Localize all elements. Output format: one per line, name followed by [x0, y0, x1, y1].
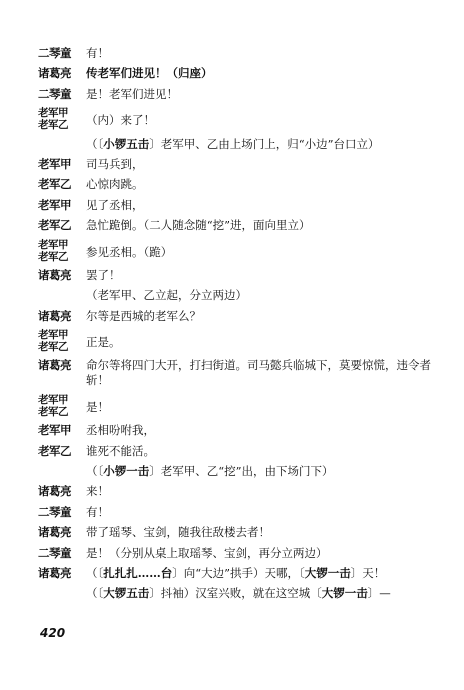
dialogue-line	[38, 177, 442, 192]
dialogue-line	[38, 46, 442, 61]
speaker-name	[38, 444, 78, 459]
speaker-name-part: 老军乙	[38, 250, 68, 263]
dialogue-line	[38, 505, 442, 520]
speech-text	[86, 157, 442, 172]
text-segment: 〕老军甲、乙由上场门上，归“小边”台口立）	[149, 136, 380, 151]
speaker-name	[38, 87, 78, 102]
text-segment: （内）来了！	[86, 113, 155, 128]
stage-direction	[38, 464, 442, 479]
speech-text	[86, 566, 442, 581]
speaker-name	[38, 505, 78, 520]
text-segment: （〔	[86, 136, 104, 151]
text-segment: 来！	[86, 484, 109, 499]
speaker-name	[38, 484, 78, 499]
speaker-name-part: 老军甲	[38, 156, 71, 171]
speech-text	[86, 484, 442, 499]
percussion-cue: 扎扎扎……台	[103, 565, 173, 580]
text-segment: 〕—	[367, 586, 391, 601]
speaker-name	[38, 566, 78, 581]
speaker-name-part: 老军甲	[38, 238, 68, 251]
dialogue-line	[38, 239, 442, 263]
speaker-name-part: 二琴童	[38, 504, 71, 519]
speaker-name	[38, 329, 78, 353]
text-segment: 司马兵到，	[86, 156, 144, 171]
text-segment: 是！老军们进见！	[86, 86, 178, 101]
speaker-name	[38, 525, 78, 540]
speaker-name-part: 诸葛亮	[38, 267, 71, 282]
text-segment: 〕老军甲、乙“挖”出，由下场门下）	[149, 464, 334, 479]
text-segment: 罢了！	[86, 267, 121, 282]
speech-text	[86, 423, 442, 438]
speech-text	[86, 394, 442, 415]
dialogue-line	[38, 87, 442, 102]
text-segment: 命尔等将四门大开，打扫街道。司马懿兵临城下，莫要惊慌，违令者斩！	[86, 358, 431, 388]
speaker-name-part: 诸葛亮	[38, 66, 71, 81]
speaker-name	[38, 198, 78, 213]
text-segment: 是！（分别从桌上取瑶琴、宝剑，再分立两边）	[86, 545, 328, 560]
speaker-name-part: 诸葛亮	[38, 358, 71, 373]
percussion-cue: 大锣一击	[304, 565, 351, 580]
dialogue-line	[38, 566, 442, 581]
speaker-name	[38, 157, 78, 172]
dialogue-line	[38, 218, 442, 233]
speaker-name-part: 老军甲	[38, 423, 71, 438]
speaker-name-part: 诸葛亮	[38, 308, 71, 323]
speech-text	[86, 268, 442, 283]
dialogue-line	[38, 423, 442, 438]
dialogue-line	[38, 268, 442, 283]
text-segment: （〔	[86, 586, 104, 601]
direction-text	[86, 288, 442, 303]
text-segment: 〕向“大边”拱手）天哪，〔	[172, 565, 305, 580]
speaker-name-part: 老军乙	[38, 341, 68, 354]
speaker-name	[38, 66, 78, 81]
speech-text	[86, 107, 442, 128]
text-segment: 有！	[86, 46, 109, 60]
speaker-name	[38, 546, 78, 561]
speaker-name-part: 诸葛亮	[38, 565, 71, 580]
dialogue-line	[38, 525, 442, 540]
dialogue-line	[38, 484, 442, 499]
dialogue-line	[38, 394, 442, 418]
text-segment: 急忙跪倒。（二人随念随“挖”进，面向里立）	[86, 218, 311, 233]
speaker-name	[38, 394, 78, 418]
text-segment: 带了瑶琴、宝剑，随我往敌楼去者！	[86, 525, 270, 540]
direction-text	[86, 137, 442, 152]
dialogue-line	[38, 329, 442, 353]
speech-text	[86, 358, 442, 388]
speech-text	[86, 87, 442, 102]
speaker-name-part: 老军甲	[38, 329, 68, 342]
text-segment: 谁死不能活。	[86, 443, 155, 458]
speaker-name-part: 老军甲	[38, 107, 68, 120]
speaker-name	[38, 309, 78, 324]
speaker-name-part: 老军乙	[38, 443, 71, 458]
stage-direction	[38, 137, 442, 152]
text-segment: 正是。	[86, 335, 121, 350]
page-number: 420	[40, 626, 66, 640]
speaker-name	[38, 177, 78, 192]
speaker-name-part: 诸葛亮	[38, 525, 71, 540]
percussion-cue: 大锣一击	[321, 586, 368, 601]
text-segment: 见了丞相，	[86, 197, 144, 212]
text-segment: （老军甲、乙立起，分立两边）	[86, 288, 247, 303]
speaker-name	[38, 107, 78, 131]
speaker-name-part: 二琴童	[38, 46, 71, 60]
speech-text	[86, 505, 442, 520]
speaker-name-part: 老军甲	[38, 393, 68, 406]
speaker-name	[38, 358, 78, 373]
text-segment: （〔	[86, 565, 104, 580]
speaker-name	[38, 423, 78, 438]
speech-text	[86, 46, 442, 61]
text-segment: 心惊肉跳。	[86, 177, 144, 192]
speech-text	[86, 218, 442, 233]
text-segment: （〔	[86, 464, 104, 479]
percussion-cue: 小锣五击	[103, 136, 150, 151]
speech-text	[86, 177, 442, 192]
speech-text	[86, 239, 442, 260]
speech-text	[86, 444, 442, 459]
speaker-name	[38, 268, 78, 283]
text-segment: 丞相吩咐我，	[86, 423, 155, 438]
speech-text	[86, 546, 442, 561]
percussion-cue: 小锣一击	[103, 464, 150, 479]
speech-text	[86, 309, 442, 324]
speaker-name-part: 老军甲	[38, 197, 71, 212]
percussion-cue: 大锣五击	[103, 586, 150, 601]
dialogue-line	[38, 546, 442, 561]
direction-text	[86, 586, 442, 601]
speaker-name-part: 二琴童	[38, 86, 71, 101]
direction-text	[86, 464, 442, 479]
dialogue-line	[38, 309, 442, 324]
speaker-name-part: 老军乙	[38, 119, 68, 132]
speech-text	[86, 198, 442, 213]
dialogue-line	[38, 157, 442, 172]
speaker-name-part: 二琴童	[38, 545, 71, 560]
text-segment: 是！	[86, 399, 109, 414]
speaker-name	[38, 239, 78, 263]
dialogue-line	[38, 107, 442, 131]
stage-direction	[38, 288, 442, 303]
text-segment: 尔等是西城的老军么？	[86, 308, 201, 323]
script-body	[38, 46, 442, 607]
speaker-name-part: 老军乙	[38, 177, 71, 192]
speech-text	[86, 525, 442, 540]
text-segment: 有！	[86, 504, 109, 519]
speech-text	[86, 329, 442, 350]
stage-direction	[38, 586, 442, 601]
dialogue-line	[38, 358, 442, 388]
speaker-name-part: 诸葛亮	[38, 484, 71, 499]
speaker-name-part: 老军乙	[38, 218, 71, 233]
dialogue-line	[38, 66, 442, 81]
percussion-cue: 传老军们进见！（归座）	[86, 66, 213, 81]
text-segment: 〕天！	[350, 565, 386, 580]
dialogue-line	[38, 444, 442, 459]
speaker-name	[38, 46, 78, 61]
speech-text	[86, 66, 442, 81]
dialogue-line	[38, 198, 442, 213]
text-segment: 〕抖袖）汉室兴败，就在这空城〔	[149, 586, 322, 601]
speaker-name-part: 老军乙	[38, 405, 68, 418]
speaker-name	[38, 218, 78, 233]
text-segment: 参见丞相。（跪）	[86, 244, 173, 259]
